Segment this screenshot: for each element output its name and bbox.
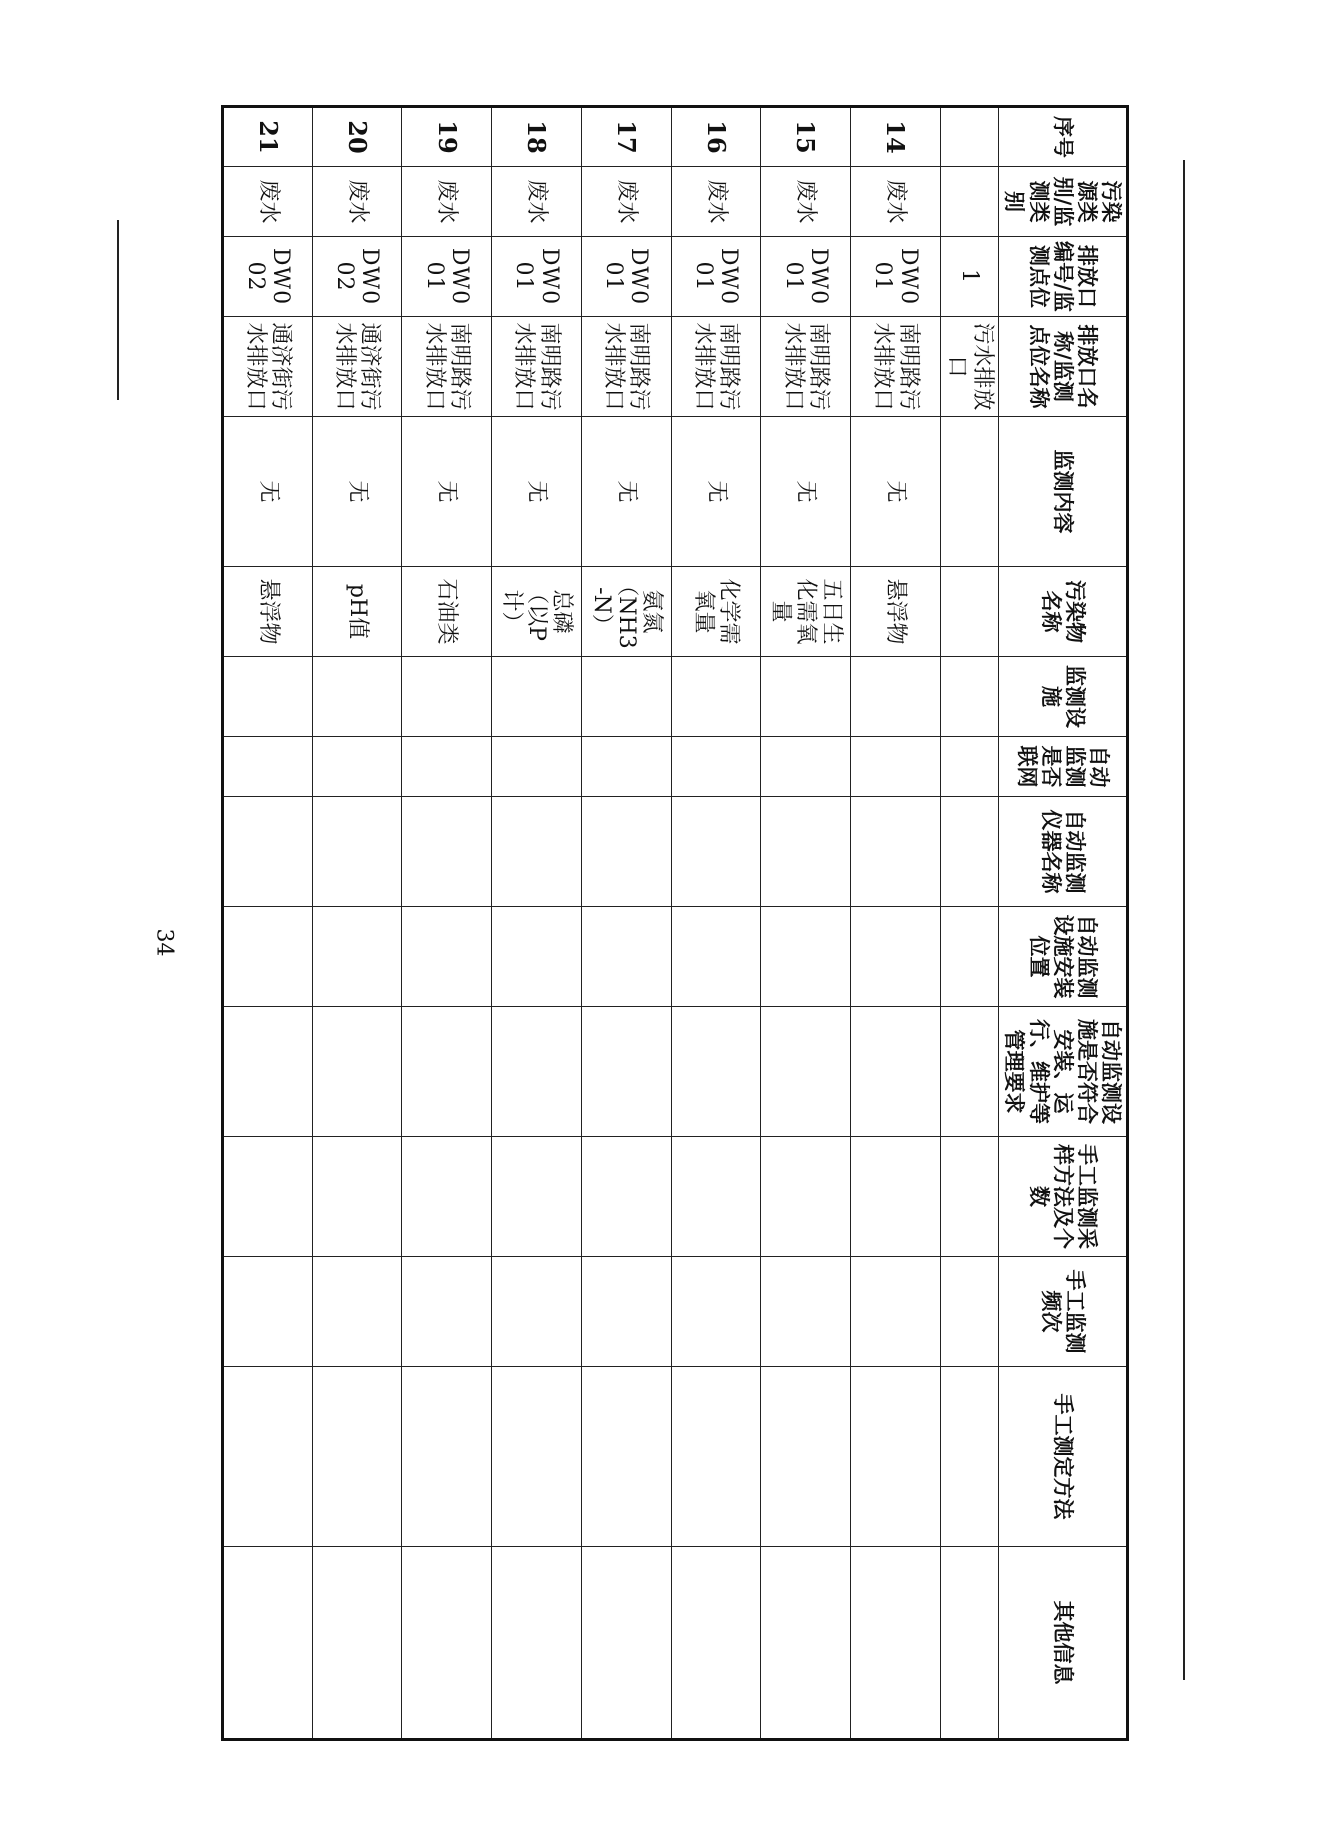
- table-cell: DW001: [492, 237, 582, 317]
- table-cell: [492, 907, 582, 1007]
- table-cell: [402, 1367, 492, 1547]
- header-cell: 手工测定方法: [999, 1367, 1128, 1547]
- table-cell: DW001: [402, 237, 492, 317]
- table-cell: [581, 1367, 671, 1547]
- table-cell: [671, 1007, 761, 1137]
- table-cell: [402, 1257, 492, 1367]
- table-cell: [581, 1547, 671, 1740]
- table-cell: 石油类: [402, 567, 492, 657]
- header-cell: 序号: [999, 107, 1128, 167]
- row-number-cell: 17: [581, 107, 671, 167]
- table-cell: [312, 1367, 402, 1547]
- page-number: 34: [151, 928, 177, 957]
- table-cell: [761, 907, 851, 1007]
- row-number-cell: 19: [402, 107, 492, 167]
- table-cell: [850, 797, 940, 907]
- table-cell: 1: [940, 237, 999, 317]
- table-cell: [850, 1547, 940, 1740]
- table-cell: [312, 1547, 402, 1740]
- table-cell: [312, 737, 402, 797]
- table-cell: [581, 737, 671, 797]
- table-row: [223, 107, 313, 1740]
- table-row: [761, 107, 851, 1740]
- table-cell: DW002: [312, 237, 402, 317]
- header-cell: 排放口编号/监测点位: [999, 237, 1128, 317]
- table-cell: [223, 737, 313, 797]
- row-number-cell: [940, 107, 999, 167]
- table-cell: [223, 657, 313, 737]
- table-cell: [940, 1547, 999, 1740]
- top-rule: [1183, 160, 1185, 1680]
- table-cell: [940, 417, 999, 567]
- table-cell: [581, 1257, 671, 1367]
- table-cell: [940, 1367, 999, 1547]
- table-cell: [492, 1007, 582, 1137]
- header-cell: 自动监测设施安装位置: [999, 907, 1128, 1007]
- table-cell: 南明路污水排放口: [492, 317, 582, 417]
- table-cell: 无: [761, 417, 851, 567]
- table-cell: [492, 1547, 582, 1740]
- table-cell: [402, 907, 492, 1007]
- table-cell: [402, 1137, 492, 1257]
- table-cell: [492, 1257, 582, 1367]
- rotated-table-container: [221, 105, 1129, 1738]
- table-cell: 悬浮物: [850, 567, 940, 657]
- table-cell: [850, 657, 940, 737]
- table-cell: [850, 1007, 940, 1137]
- table-cell: DW002: [223, 237, 313, 317]
- table-cell: [850, 737, 940, 797]
- table-cell: [940, 1137, 999, 1257]
- table-cell: [402, 1007, 492, 1137]
- table-cell: [850, 907, 940, 1007]
- table-cell: [671, 737, 761, 797]
- table-row: [402, 107, 492, 1740]
- table-cell: [312, 1257, 402, 1367]
- header-cell: 监测设施: [999, 657, 1128, 737]
- table-cell: 氨氮（NH3-N）: [581, 567, 671, 657]
- table-cell: [940, 1257, 999, 1367]
- table-cell: [940, 167, 999, 237]
- table-cell: [312, 657, 402, 737]
- table-cell: [223, 1137, 313, 1257]
- table-cell: [312, 797, 402, 907]
- table-body: [223, 107, 999, 1740]
- header-cell: 其他信息: [999, 1547, 1128, 1740]
- table-cell: [850, 1367, 940, 1547]
- row-number-cell: 20: [312, 107, 402, 167]
- table-cell: [581, 657, 671, 737]
- row-number-cell: 14: [850, 107, 940, 167]
- table-cell: [671, 1547, 761, 1740]
- table-cell: [940, 907, 999, 1007]
- table-header-row: [999, 107, 1128, 1740]
- table-cell: 废水: [581, 167, 671, 237]
- table-cell: [402, 1547, 492, 1740]
- table-cell: [581, 797, 671, 907]
- table-cell: DW001: [850, 237, 940, 317]
- table-cell: [671, 657, 761, 737]
- table-cell: 无: [850, 417, 940, 567]
- table-cell: [402, 737, 492, 797]
- bottom-rule: [117, 220, 119, 400]
- table-cell: 总磷（以P计）: [492, 567, 582, 657]
- table-cell: [402, 657, 492, 737]
- table-cell: [940, 657, 999, 737]
- table-cell: [761, 1547, 851, 1740]
- table-cell: [492, 797, 582, 907]
- table-cell: [940, 1007, 999, 1137]
- table-cell: [223, 1367, 313, 1547]
- header-cell: 自动监测设施是否符合安装、运行、维护等管理要求: [999, 1007, 1128, 1137]
- table-cell: [940, 567, 999, 657]
- table-cell: [761, 1137, 851, 1257]
- table-cell: 污水排放口: [940, 317, 999, 417]
- table-row: [671, 107, 761, 1740]
- table-cell: [223, 797, 313, 907]
- table-cell: [223, 1007, 313, 1137]
- table-cell: [850, 1257, 940, 1367]
- table-cell: [312, 1137, 402, 1257]
- table-cell: [492, 737, 582, 797]
- table-cell: DW001: [581, 237, 671, 317]
- table-cell: 南明路污水排放口: [581, 317, 671, 417]
- table-cell: 南明路污水排放口: [850, 317, 940, 417]
- table-cell: [761, 1257, 851, 1367]
- table-frame: [221, 105, 1129, 1738]
- table-cell: [761, 657, 851, 737]
- monitoring-table: [221, 105, 1129, 1741]
- table-cell: [492, 657, 582, 737]
- table-cell: [402, 797, 492, 907]
- table-cell: 通济街污水排放口: [223, 317, 313, 417]
- table-cell: 南明路污水排放口: [402, 317, 492, 417]
- table-cell: 废水: [402, 167, 492, 237]
- header-cell: 污染物名称: [999, 567, 1128, 657]
- table-cell: 无: [492, 417, 582, 567]
- table-cell: 废水: [761, 167, 851, 237]
- header-cell: 自动监测是否联网: [999, 737, 1128, 797]
- row-number-cell: 15: [761, 107, 851, 167]
- table-cell: [940, 737, 999, 797]
- table-cell: [671, 907, 761, 1007]
- table-cell: [761, 1007, 851, 1137]
- table-row: [312, 107, 402, 1740]
- table-cell: [223, 1257, 313, 1367]
- table-row: [850, 107, 940, 1740]
- table-cell: 无: [581, 417, 671, 567]
- table-cell: [312, 1007, 402, 1137]
- header-cell: 手工监测采样方法及个数: [999, 1137, 1128, 1257]
- table-cell: [940, 797, 999, 907]
- table-cell: [492, 1367, 582, 1547]
- row-number-cell: 16: [671, 107, 761, 167]
- table-cell: 无: [223, 417, 313, 567]
- table-cell: DW001: [671, 237, 761, 317]
- table-cell: 无: [402, 417, 492, 567]
- table-cell: 南明路污水排放口: [671, 317, 761, 417]
- table-cell: pH值: [312, 567, 402, 657]
- table-cell: 无: [671, 417, 761, 567]
- row-number-cell: 18: [492, 107, 582, 167]
- table-cell: [671, 1257, 761, 1367]
- row-number-cell: 21: [223, 107, 313, 167]
- table-cell: [671, 1367, 761, 1547]
- table-cell: [761, 737, 851, 797]
- table-cell: 五日生化需氧量: [761, 567, 851, 657]
- table-cell: 废水: [850, 167, 940, 237]
- table-cell: [581, 1137, 671, 1257]
- header-cell: 手工监测频次: [999, 1257, 1128, 1367]
- table-cell: 化学需氧量: [671, 567, 761, 657]
- table-cell: [671, 1137, 761, 1257]
- table-cell: [312, 907, 402, 1007]
- table-cell: [581, 1007, 671, 1137]
- table-cell: [850, 1137, 940, 1257]
- table-cell: [223, 907, 313, 1007]
- table-row: [581, 107, 671, 1740]
- header-cell: 污染源类别/监测类别: [999, 167, 1128, 237]
- table-cell: [761, 1367, 851, 1547]
- table-row: [492, 107, 582, 1740]
- table-cell: 废水: [671, 167, 761, 237]
- table-cell: [581, 907, 671, 1007]
- table-cell: [492, 1137, 582, 1257]
- table-cell: DW001: [761, 237, 851, 317]
- table-cell: [223, 1547, 313, 1740]
- table-cell: 废水: [492, 167, 582, 237]
- header-cell: 监测内容: [999, 417, 1128, 567]
- header-cell: 排放口名称/监测点位名称: [999, 317, 1128, 417]
- table-cell: 通济街污水排放口: [312, 317, 402, 417]
- table-cell: 废水: [223, 167, 313, 237]
- table-cell: [761, 797, 851, 907]
- table-cell: 南明路污水排放口: [761, 317, 851, 417]
- table-cell: 无: [312, 417, 402, 567]
- table-cell: 废水: [312, 167, 402, 237]
- table-cell: [671, 797, 761, 907]
- header-cell: 自动监测仪器名称: [999, 797, 1128, 907]
- table-row: [940, 107, 999, 1740]
- table-cell: 悬浮物: [223, 567, 313, 657]
